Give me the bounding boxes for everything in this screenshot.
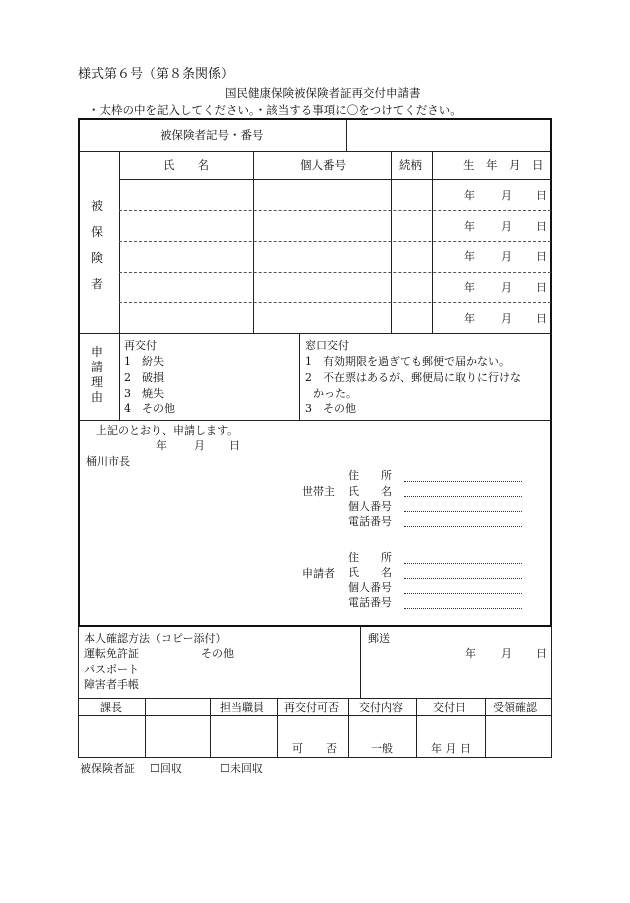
column-header-birthdate: 生 年 月 日 xyxy=(463,158,544,172)
identity-option-drivers-license[interactable]: 運転免許証 xyxy=(84,647,139,660)
reason-side-label: 申 請 理 由 xyxy=(91,345,104,404)
applicant-address-field[interactable] xyxy=(404,563,522,564)
issue-content-value: 一般 xyxy=(371,742,393,755)
householder-personal-number-field[interactable] xyxy=(404,511,522,512)
householder-name-field[interactable] xyxy=(404,496,522,497)
office-header-staff: 担当職員 xyxy=(220,701,264,714)
householder-address-label: 住 所 xyxy=(348,469,392,482)
window-delivery-option-continuation: かった。 xyxy=(313,387,357,400)
declaration-text: 上記のとおり、申請します。 xyxy=(96,424,239,437)
addressee: 桶川市長 xyxy=(86,455,130,468)
insured-row[interactable] xyxy=(120,180,551,210)
householder-phone-field[interactable] xyxy=(404,526,522,527)
column-header-relation: 続柄 xyxy=(399,158,422,172)
applicant-address-label: 住 所 xyxy=(348,551,392,564)
footer-option-not-collected[interactable]: ☐未回収 xyxy=(220,762,263,775)
householder-address-field[interactable] xyxy=(404,481,522,482)
window-delivery-option[interactable]: 2 不在票はあるが、郵便局に取りに行けな xyxy=(305,371,521,384)
column-header-personal-number: 個人番号 xyxy=(300,158,346,172)
insured-row[interactable] xyxy=(120,273,551,302)
insured-number-field[interactable] xyxy=(347,120,550,150)
applicant-phone-field[interactable] xyxy=(404,608,522,609)
applicant-label: 申請者 xyxy=(302,567,335,580)
reissue-option[interactable]: 4 その他 xyxy=(124,402,175,415)
footer-option-collected[interactable]: ☐回収 xyxy=(150,762,182,775)
insured-row[interactable] xyxy=(120,303,551,333)
insured-row[interactable] xyxy=(120,242,551,272)
applicant-name-field[interactable] xyxy=(404,578,522,579)
issue-date-value[interactable]: 年 月 日 xyxy=(431,742,471,755)
office-header-issue-content: 交付内容 xyxy=(359,701,403,714)
instruction-text: ・太枠の中を記入してください。・該当する事項に〇をつけてください。 xyxy=(88,103,462,117)
identity-title: 本人確認方法（コピー添付） xyxy=(84,632,227,645)
column-header-name: 氏 名 xyxy=(163,158,209,172)
applicant-personal-number-field[interactable] xyxy=(404,593,522,594)
reissue-title: 再交付 xyxy=(124,339,157,352)
office-header-section-chief: 課長 xyxy=(100,701,122,714)
form-title: 国民健康保険被保険者証再交付申請書 xyxy=(225,86,421,100)
householder-personal-number-label: 個人番号 xyxy=(348,500,392,513)
identity-option-passport[interactable]: パスポート xyxy=(84,663,139,676)
identity-option-disability-handbook[interactable]: 障害者手帳 xyxy=(84,678,139,691)
applicant-name-label: 氏 名 xyxy=(348,566,392,579)
householder-name-label: 氏 名 xyxy=(348,485,392,498)
office-header-receipt-confirmation: 受領確認 xyxy=(493,701,537,714)
form-number: 様式第６号（第８条関係） xyxy=(78,67,235,82)
window-delivery-option[interactable]: 1 有効期限を過ぎても郵便で届かない。 xyxy=(305,355,510,368)
insured-side-label: 被 保 険 者 xyxy=(91,199,104,291)
window-delivery-option[interactable]: 3 その他 xyxy=(305,402,356,415)
reissue-option[interactable]: 1 紛失 xyxy=(124,355,164,368)
identity-mail-divider xyxy=(360,627,361,698)
mail-label: 郵送 xyxy=(368,632,390,645)
office-header-reissue-approval: 再交付可否 xyxy=(284,701,339,714)
householder-label: 世帯主 xyxy=(302,485,335,498)
window-delivery-title: 窓口交付 xyxy=(305,339,349,352)
office-header-issue-date: 交付日 xyxy=(433,701,466,714)
identity-option-other[interactable]: その他 xyxy=(201,647,234,660)
applicant-phone-label: 電話番号 xyxy=(348,596,392,609)
insured-number-label: 被保険者記号・番号 xyxy=(160,128,264,142)
householder-phone-label: 電話番号 xyxy=(348,515,392,528)
reissue-option[interactable]: 2 破損 xyxy=(124,371,164,384)
insured-row[interactable] xyxy=(120,211,551,241)
footer-label: 被保険者証 xyxy=(80,762,135,775)
applicant-personal-number-label: 個人番号 xyxy=(348,581,392,594)
reissue-option[interactable]: 3 焼失 xyxy=(124,387,164,400)
